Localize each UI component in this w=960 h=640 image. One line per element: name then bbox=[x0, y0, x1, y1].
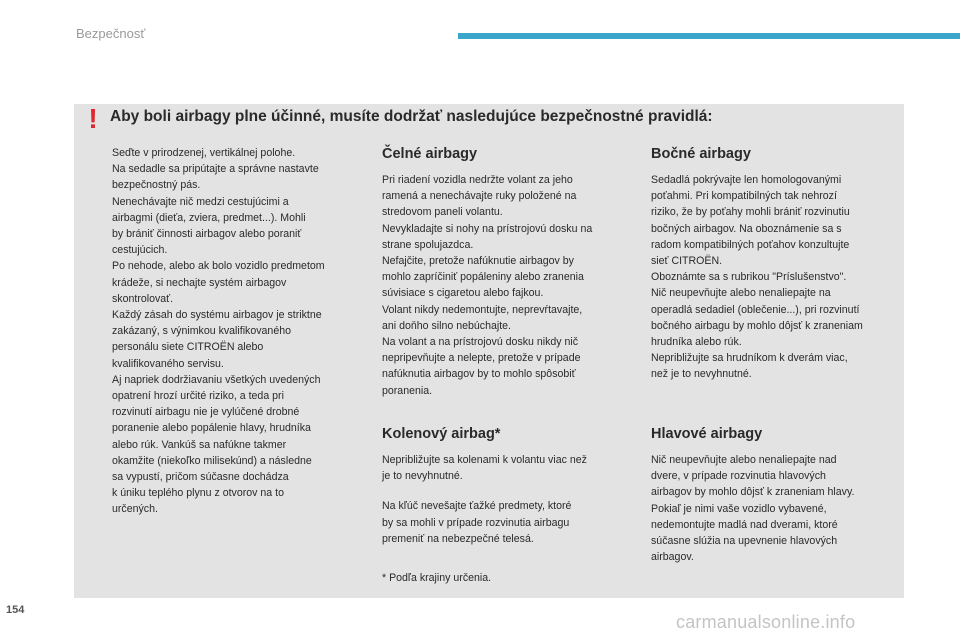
front-airbags-section bbox=[382, 145, 634, 399]
front-airbags-text: Pri riadení vozidla nedržte volant za jeho ramená a nenechávajte ruky položené na stredovom paneli volantu. Nevykladajte si nohy na prístrojovú dosku na strane spolujazdca. Nefajčite, pretože nafúknutie airbagov by mohlo zapríčiniť popáleniny alebo zranenia súvisiace s cigaretou alebo fajkou. Volant nikdy nedemontujte, neprevŕtavajte, ani doňho silno nebúchajte. Na volant a na prístrojovú dosku nikdy nič nepripevňujte a nelepte, pretože v prípade nafúknutia airbagov by to mohlo spôsobiť poranenia. bbox=[382, 174, 593, 397]
warning-heading: Aby boli airbagy plne účinné, musíte dodržať nasledujúce bezpečnostné pravidlá: bbox=[110, 108, 713, 125]
curtain-airbags-title: Hlavové airbagy bbox=[651, 426, 763, 442]
side-airbags-section bbox=[651, 145, 903, 383]
side-airbags-text: Sedadlá pokrývajte len homologovanými poťahmi. Pri kompatibilných tak nehrozí riziko, že by poťahy mohli brániť rozvinutiu bočných airbagov. Na oboznámenie sa s radom kompatibilných poťahov konzultujte sieť CITROËN. Oboznámte sa s rubrikou "Príslušenstvo". Nič neupevňujte alebo nenaliepajte na operadlá sedadiel (oblečenie...), pri rozvinutí bočného airbagu by mohlo dôjsť k zraneniam hrudníka alebo rúk. Nepribližujte sa hrudníkom k dverám viac, než je to nevyhnutné. bbox=[651, 174, 863, 381]
curtain-airbags-text: Nič neupevňujte alebo nenaliepajte nad dvere, v prípade rozvinutia hlavových airbagov by mohlo dôjsť k zraneniam hlavy. Pokiaľ je nimi vaše vozidlo vybavené, nedemontujte madlá nad dverami, ktoré súčasne slúžia na upevnenie hlavových airbagov. bbox=[651, 454, 855, 564]
section-title: Bezpečnosť bbox=[76, 26, 146, 41]
curtain-airbags-section bbox=[651, 425, 903, 565]
side-airbags-title: Bočné airbagy bbox=[651, 146, 751, 162]
knee-airbag-text-1: Nepribližujte sa kolenami k volantu viac než je to nevyhnutné. bbox=[382, 454, 587, 483]
exclamation-icon: ! bbox=[88, 103, 98, 134]
footnote: * Podľa krajiny určenia. bbox=[382, 572, 492, 584]
front-airbags-title: Čelné airbagy bbox=[382, 146, 478, 162]
page-number: 154 bbox=[6, 604, 25, 616]
knee-airbag-title: Kolenový airbag* bbox=[382, 426, 501, 442]
header-accent-bar bbox=[458, 33, 960, 39]
footnote-block bbox=[382, 570, 634, 586]
knee-airbag-section bbox=[382, 425, 634, 547]
general-rules-text: Seďte v prirodzenej, vertikálnej polohe. Na sedadle sa pripútajte a správne nastavte bezpečnostný pás. Nenechávajte nič medzi cestujúcimi a airbagmi (dieťa, zviera, predmet...). Mohli by brániť činnosti airbagov alebo poraniť cestujúcich. Po nehode, alebo ak bolo vozidlo predmetom krádeže, si nechajte systém airbagov skontrolovať. Každý zásah do systému airbagov je striktne zakázaný, s výnimkou kvalifikovaného personálu siete CITROËN alebo kvalifikovaného servisu. Aj napriek dodržiavaniu všetkých uvedených opatrení hrozí určité riziko, a teda pri rozvinutí airbagu nie je vylúčené drobné poranenie alebo popálenie hlavy, hrudníka alebo rúk. Vankúš sa nafúkne takmer okamžite (niekoľko milisekúnd) a následne sa vypustí, pričom súčasne dochádza k úniku teplého plynu z otvorov na to určených. bbox=[112, 147, 325, 516]
watermark: carmanualsonline.info bbox=[676, 612, 856, 632]
knee-airbag-text-2: Na kľúč nevešajte ťažké predmety, ktoré by sa mohli v prípade rozvinutia airbagu premeniť na nebezpečné telesá. bbox=[382, 500, 572, 545]
general-rules-column bbox=[112, 145, 364, 518]
